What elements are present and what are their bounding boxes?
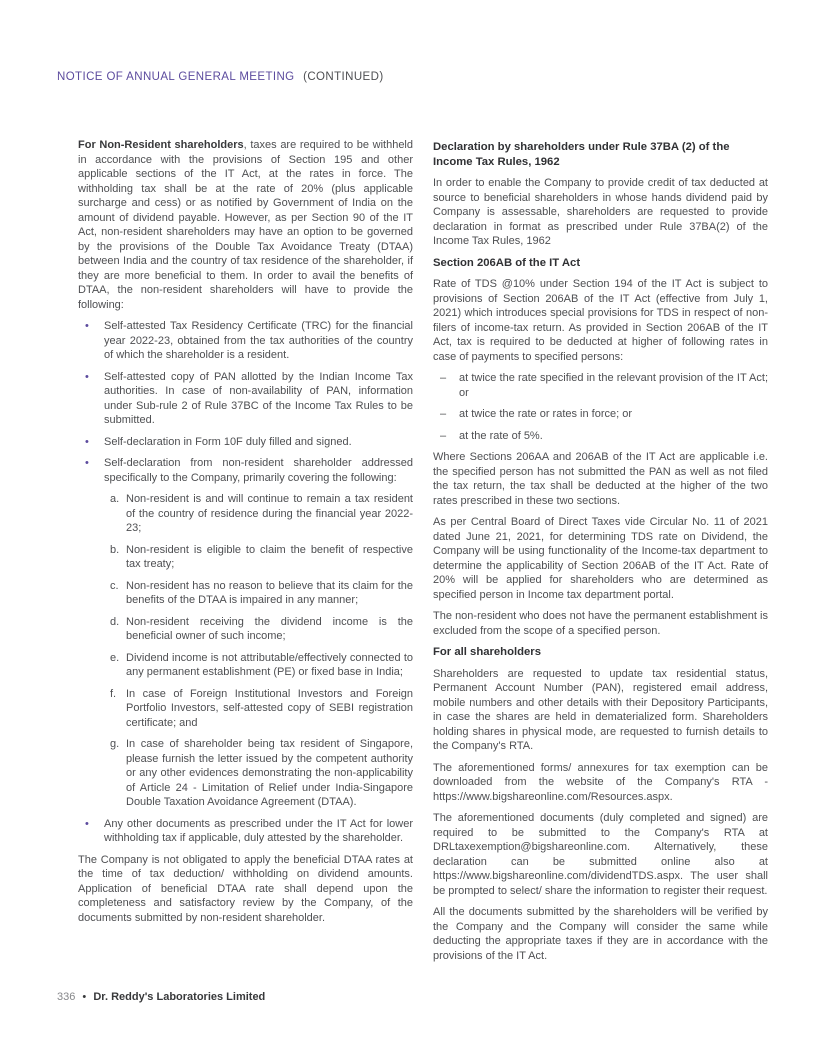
bullet-icon: • bbox=[85, 320, 89, 332]
page-footer bbox=[57, 991, 265, 1003]
sub-item-label: f. bbox=[110, 687, 117, 700]
sub-item-text: In case of shareholder being tax resident of Singapore, please furnish the letter issued by the competent authority or any other evidences demonstrating the non-applicability of Article 24 - Limitation of Relief under India-Singapore Double Taxation Avoidance Agreement (DTAA). bbox=[126, 738, 413, 808]
bullet-item bbox=[78, 319, 413, 363]
intro-paragraph-text: , taxes are required to be withheld in accordance with the provisions of Section 195 and other applicable sections of the IT Act, at the rates in force. The withholding tax shall be at the rate of 20% (plus applicable surcharge and cess) or as notified by Government of India on the amount of dividend payable. However, as per Section 90 of the IT Act, non-resident shareholders may have an option to be governed by the provisions of the Double Tax Avoidance Treaty (DTAA) between India and the country of tax residence of the shareholder, if they are more beneficial to them. In order to avail the benefits of DTAA, the non-resident shareholders will have to provide the following: bbox=[78, 139, 413, 311]
sub-item-label: b. bbox=[110, 543, 120, 556]
intro-bold-lead: For Non-Resident shareholders bbox=[78, 139, 244, 151]
bullet-text: Self-attested copy of PAN allotted by the Indian Income Tax authorities. In case of non-availability of PAN, information under Sub-rule 2 of Rule 37BC of the Income Tax Rules to be submitted. bbox=[104, 370, 413, 426]
company-name: Dr. Reddy's Laboratories Limited bbox=[93, 991, 266, 1003]
left-column bbox=[78, 138, 413, 970]
paragraph-with-url: The aforementioned forms/ annexures for tax exemption can be downloaded from the website of the Company's RTA - https://www.bigshareonline.com/Resources.aspx. bbox=[433, 761, 768, 803]
section-heading-all-shareholders: For all shareholders bbox=[433, 646, 541, 658]
dash-item bbox=[433, 371, 768, 400]
sub-item bbox=[110, 737, 413, 810]
bullet-icon: • bbox=[85, 817, 89, 830]
page-header bbox=[57, 71, 384, 83]
bullet-text: Self-declaration in Form 10F duly filled and signed. bbox=[104, 435, 352, 448]
bullet-text: Any other documents as prescribed under the IT Act for lower withholding tax if applicable, duly attested by the shareholder. bbox=[104, 817, 413, 844]
footer-bullet-icon: • bbox=[82, 991, 87, 1003]
paragraph-with-url: The aforementioned documents (duly completed and signed) are required to be submitted to the Company's RTA at DRLtaxexemption@bigshareonline.com. Alternatively, these declaration can be submitted online also at https://www.bigshareonline.com/dividendTDS.aspx. The user shall be prompted to select/ share the information to register their request. bbox=[433, 812, 768, 897]
bullet-item bbox=[78, 435, 413, 450]
dash-item bbox=[433, 407, 768, 422]
sub-item-label: a. bbox=[110, 493, 120, 505]
paragraph: All the documents submitted by the shareholders will be verified by the Company and the Company will consider the same while deducting the appropriate taxes if they are in accordance with the provisions of the IT Act. bbox=[433, 906, 768, 962]
sub-item-text: Dividend income is not attributable/effectively connected to any permanent establishment (PE) or fixed base in India; bbox=[126, 651, 413, 678]
lettered-sub-list bbox=[110, 492, 413, 810]
paragraph: Rate of TDS @10% under Section 194 of the IT Act is subject to provisions of Section 206AB of the IT Act (effective from July 1, 2021) which introduces special provisions for TDS in respect of non-filers of income-tax return. As provided in Section 206AB of the IT Act, tax is required to be deducted at higher of following rates in case of payments to specified persons: bbox=[433, 278, 768, 363]
sub-item-label: g. bbox=[110, 738, 120, 750]
intro-paragraph bbox=[78, 138, 413, 312]
sub-item-text: Non-resident has no reason to believe that its claim for the benefits of the DTAA is impaired in any manner; bbox=[126, 579, 413, 606]
dash-icon: – bbox=[440, 372, 447, 384]
sub-item bbox=[110, 651, 413, 680]
paragraph: Where Sections 206AA and 206AB of the IT Act are applicable i.e. the specified person has not submitted the PAN as well as not filed the tax return, the tax shall be deducted at the higher of the two rates prescribed in these two sections. bbox=[433, 451, 768, 507]
bullet-icon: • bbox=[85, 435, 89, 448]
sub-item-text: In case of Foreign Institutional Investors and Foreign Portfolio Investors, self-attested copy of SEBI registration certificate; and bbox=[126, 687, 413, 729]
sub-item bbox=[110, 615, 413, 644]
bullet-item bbox=[78, 370, 413, 428]
sub-item-text: Non-resident is and will continue to remain a tax resident of the country of residence during the financial year 2022-23; bbox=[126, 493, 413, 534]
bullet-text: Self-declaration from non-resident shareholder addressed specifically to the Company, primarily covering the following: bbox=[104, 457, 413, 484]
page-number: 336 bbox=[57, 991, 76, 1003]
sub-item-label: e. bbox=[110, 651, 120, 664]
dash-item bbox=[433, 429, 768, 444]
sub-item-label: c. bbox=[110, 579, 119, 592]
dash-icon: – bbox=[440, 429, 447, 442]
bullet-text: Self-attested Tax Residency Certificate (TRC) for the financial year 2022-23, obtained from the tax authorities of the country of which the shareholder is a resident. bbox=[104, 320, 413, 361]
notice-continued-label: (CONTINUED) bbox=[303, 71, 384, 83]
bullet-icon: • bbox=[85, 457, 89, 469]
sub-item bbox=[110, 687, 413, 731]
bullet-item bbox=[78, 456, 413, 485]
paragraph: In order to enable the Company to provide credit of tax deducted at source to beneficial shareholders in whose hands dividend paid by Company is assessable, shareholders are requested to provide declaration in format as prescribed under Rule 37BA(2) of the Income Tax Rules, 1962 bbox=[433, 177, 768, 247]
sub-item-label: d. bbox=[110, 615, 120, 628]
paragraph: Shareholders are requested to update tax residential status, Permanent Account Number (PAN), registered email address, mobile numbers and other details with their Depository Participants, in case the shares are held in dematerialized form. Shareholders holding shares in physical mode, are requested to furnish details to the Company's RTA. bbox=[433, 667, 768, 752]
sub-item bbox=[110, 543, 413, 572]
dash-text: at the rate of 5%. bbox=[459, 429, 543, 442]
sub-item bbox=[110, 579, 413, 608]
closing-paragraph: The Company is not obligated to apply the beneficial DTAA rates at the time of tax deduction/ withholding on dividend amounts. Application of beneficial DTAA rate shall depend upon the completeness and satisfactory review by the Company, of the documents submitted by non-resident shareholder. bbox=[78, 853, 413, 924]
sub-item bbox=[110, 492, 413, 536]
section-heading-rule-37ba: Declaration by shareholders under Rule 37BA (2) of the Income Tax Rules, 1962 bbox=[433, 141, 730, 168]
bullet-icon: • bbox=[85, 370, 89, 383]
section-heading-206ab: Section 206AB of the IT Act bbox=[433, 256, 581, 269]
paragraph: The non-resident who does not have the permanent establishment is excluded from the scope of a specified person. bbox=[433, 610, 768, 637]
dash-text: at twice the rate or rates in force; or bbox=[459, 408, 633, 420]
sub-item-text: Non-resident is eligible to claim the benefit of respective tax treaty; bbox=[126, 543, 413, 570]
right-column bbox=[433, 138, 768, 970]
dash-text: at twice the rate specified in the relevant provision of the IT Act; or bbox=[459, 372, 768, 399]
bullet-item bbox=[78, 817, 413, 846]
two-column-body bbox=[78, 138, 768, 970]
dash-icon: – bbox=[440, 408, 447, 420]
sub-item-text: Non-resident receiving the dividend income is the beneficial owner of such income; bbox=[126, 615, 413, 642]
notice-title: NOTICE OF ANNUAL GENERAL MEETING bbox=[57, 71, 295, 83]
paragraph: As per Central Board of Direct Taxes vide Circular No. 11 of 2021 dated June 21, 2021, for determining TDS rate on Dividend, the Company will be using functionality of the Income-tax department to determine the applicability of Section 206AB of the IT Act. Rate of 20% will be applied for shareholders who are determined as specified person in Income tax department portal. bbox=[433, 516, 768, 601]
